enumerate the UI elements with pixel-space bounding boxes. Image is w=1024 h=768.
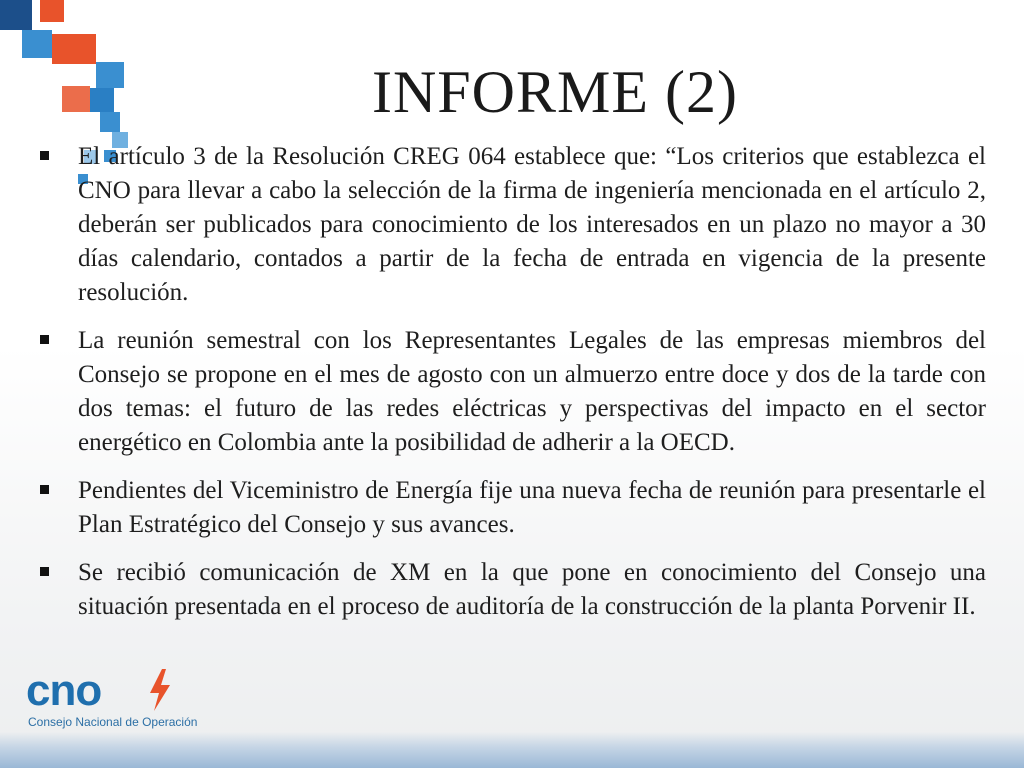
bullet-text: Se recibió comunicación de XM en la que pone en conocimiento del Consejo una situación presentada en el proceso de auditoría de la construcción de la planta Porvenir II. [78,559,986,620]
cno-logo [26,667,206,733]
bullet-text: Pendientes del Viceministro de Energía fije una nueva fecha de reunión para presentarle el Plan Estratégico del Consejo y sus avances. [78,477,986,538]
list-item [38,324,986,460]
bullet-text: El artículo 3 de la Resolución CREG 064 establece que: “Los criterios que establezca el CNO para llevar a cabo la selección de la firma de ingeniería mencionada en el artículo 2, deberán ser publicados para conocimiento de los interesados en un plazo no mayor a 30 días calendario, contados a partir de la fecha de entrada en vigencia de la presente resolución. [78,143,986,306]
list-item [38,556,986,624]
slide-title: INFORME (2) [372,59,738,125]
bullet-list [38,140,986,638]
square-bullet-icon [40,567,49,576]
lightning-bolt-icon [146,669,174,711]
logo-subtitle: Consejo Nacional de Operación [28,715,198,729]
footer-band [0,732,1024,768]
list-item [38,140,986,310]
logo-name: cno [26,666,102,715]
square-bullet-icon [40,485,49,494]
list-item [38,474,986,542]
square-bullet-icon [40,151,49,160]
square-bullet-icon [40,335,49,344]
bullet-text: La reunión semestral con los Representantes Legales de las empresas miembros del Consejo se propone en el mes de agosto con un almuerzo entre doce y dos de la tarde con dos temas: el futuro de las redes eléctricas y perspectivas del impacto en el sector energético en Colombia ante la posibilidad de adherir a la OECD. [78,327,986,456]
